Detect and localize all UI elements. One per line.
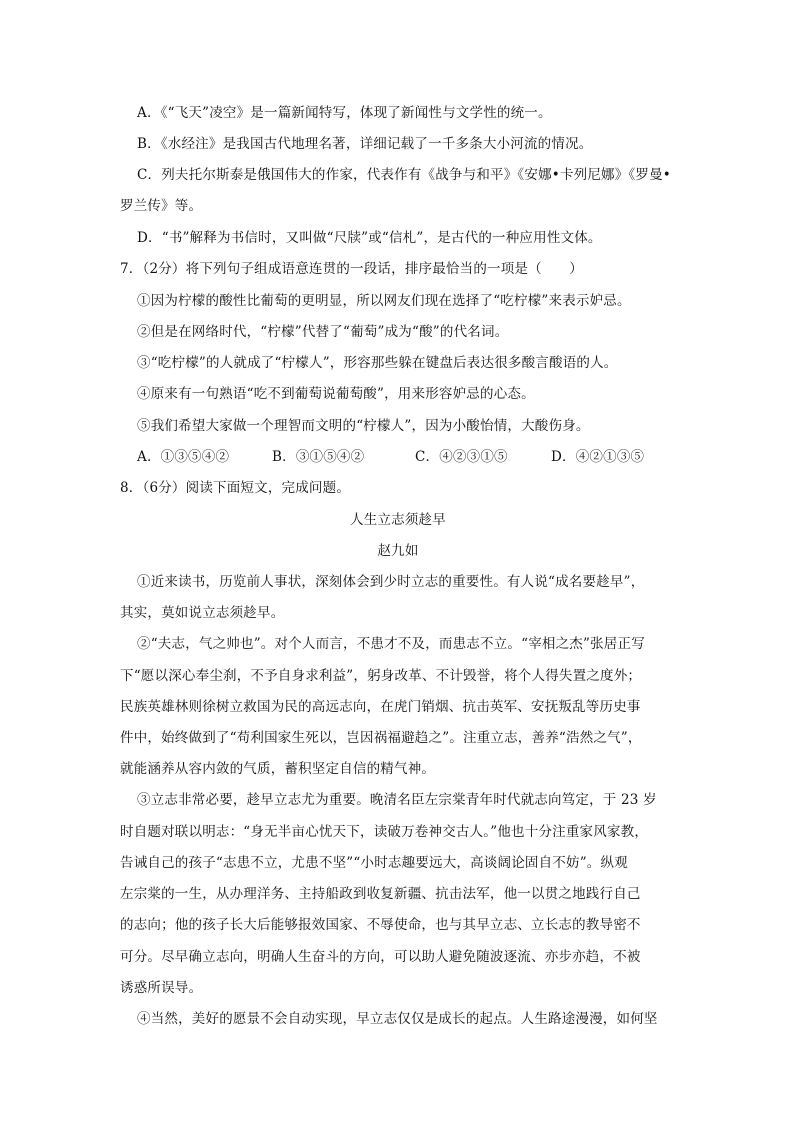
paragraph-line: 时自题对联以明志：“身无半亩心忧天下，读破万卷神交古人。”他也十分注重家风家教， <box>120 824 649 840</box>
paragraph-line: 民族英雄林则徐树立救国为民的高远志向，在虎门销烟、抗击英军、安抚叛乱等历史事 <box>120 699 641 715</box>
paragraph-line: 可分。尽早确立志向，明确人生奋斗的方向，可以助人避免随波逐流、亦步亦趋，不被 <box>120 949 641 965</box>
question-7-stem: 7．（2分）将下列句子组成语意连贯的一段话，排序最恰当的一项是（ ） <box>120 261 583 277</box>
choice-a: A．①③⑤④② <box>137 449 230 465</box>
paragraph-line: ①近来读书，历览前人事状，深刻体会到少时立志的重要性。有人说“成名要趁早”， <box>137 574 645 590</box>
paragraph-line: 下“愿以深心奉尘刹，不予自身求利益”，躬身改革、不计毁誉，将个人得失置之度外； <box>120 668 642 684</box>
choice-d: D．④②①③⑤ <box>551 449 645 465</box>
article-title: 人生立志须趁早 <box>350 512 446 528</box>
option-c-continuation: 罗兰传》等。 <box>120 198 203 214</box>
option-d-line: D．“书”解释为书信时，又叫做“尺牍”或“信札”，是古代的一种应用性文体。 <box>137 230 602 246</box>
sentence-4: ④原来有一句熟语“吃不到葡萄说葡萄酸”，用来形容妒忌的心态。 <box>137 386 535 402</box>
option-b-line: B．《水经注》是我国古代地理名著，详细记载了一千多条大小河流的情况。 <box>137 136 593 152</box>
question-8-stem: 8．（6分）阅读下面短文，完成问题。 <box>120 480 351 496</box>
choice-c: C．④②③①⑤ <box>415 449 508 465</box>
paragraph-line: 件中，始终做到了“苟利国家生死以，岂因祸福避趋之”。注重立志，善养“浩然之气”， <box>120 730 642 746</box>
paragraph-line: ④当然，美好的愿景不会自动实现，早立志仅仅是成长的起点。人生路途漫漫，如何坚 <box>137 1011 658 1027</box>
sentence-5: ⑤我们希望大家做一个理智而文明的“柠檬人”，因为小酸怡情，大酸伤身。 <box>137 418 590 434</box>
paragraph-line: 其实，莫如说立志须趁早。 <box>120 605 285 621</box>
sentence-3: ③“吃柠檬”的人就成了“柠檬人”，形容那些躲在键盘后表达很多酸言酸语的人。 <box>137 355 618 371</box>
paragraph-line: ②“夫志，气之帅也”。对个人而言，不患才不及，而患志不立。“宰相之杰”张居正写 <box>137 636 645 652</box>
paragraph-line: 的志向；他的孩子长大后能够报效国家、不辱使命，也与其早立志、立长志的教导密不 <box>120 917 641 933</box>
option-a-line: A．《“飞天”凌空》是一篇新闻特写，体现了新闻性与文学性的统一。 <box>137 105 552 121</box>
paragraph-line: 就能涵养从容内敛的气质，蓄积坚定自信的精气神。 <box>120 761 436 777</box>
question-7-options <box>137 448 693 466</box>
sentence-1: ①因为柠檬的酸性比葡萄的更明显，所以网友们现在选择了“吃柠檬”来表示妒忌。 <box>137 293 631 309</box>
sentence-2: ②但是在网络时代，“柠檬”代替了“葡萄”成为“酸”的代名词。 <box>137 324 509 340</box>
paragraph-line: 告诫自己的孩子“志患不立，尤患不坚”“小时志趣要远大，高谈阔论固自不妨”。纵观 <box>120 855 628 871</box>
article-author: 赵九如 <box>377 543 419 559</box>
option-c-line: C．列夫托尔斯泰是俄国伟大的作家，代表作有《战争与和平》《安娜•卡列尼娜》《罗曼• <box>137 167 671 183</box>
paragraph-line: 左宗棠的一生，从办理洋务、主持船政到收复新疆、抗击法军，他一以贯之地践行自己 <box>120 886 641 902</box>
paragraph-line: 诱惑所误导。 <box>120 980 203 996</box>
paragraph-line: ③立志非常必要，趁早立志尤为重要。晚清名臣左宗棠青年时代就志向笃定，于 23 岁 <box>137 792 657 808</box>
choice-b: B．③①⑤④② <box>272 449 365 465</box>
